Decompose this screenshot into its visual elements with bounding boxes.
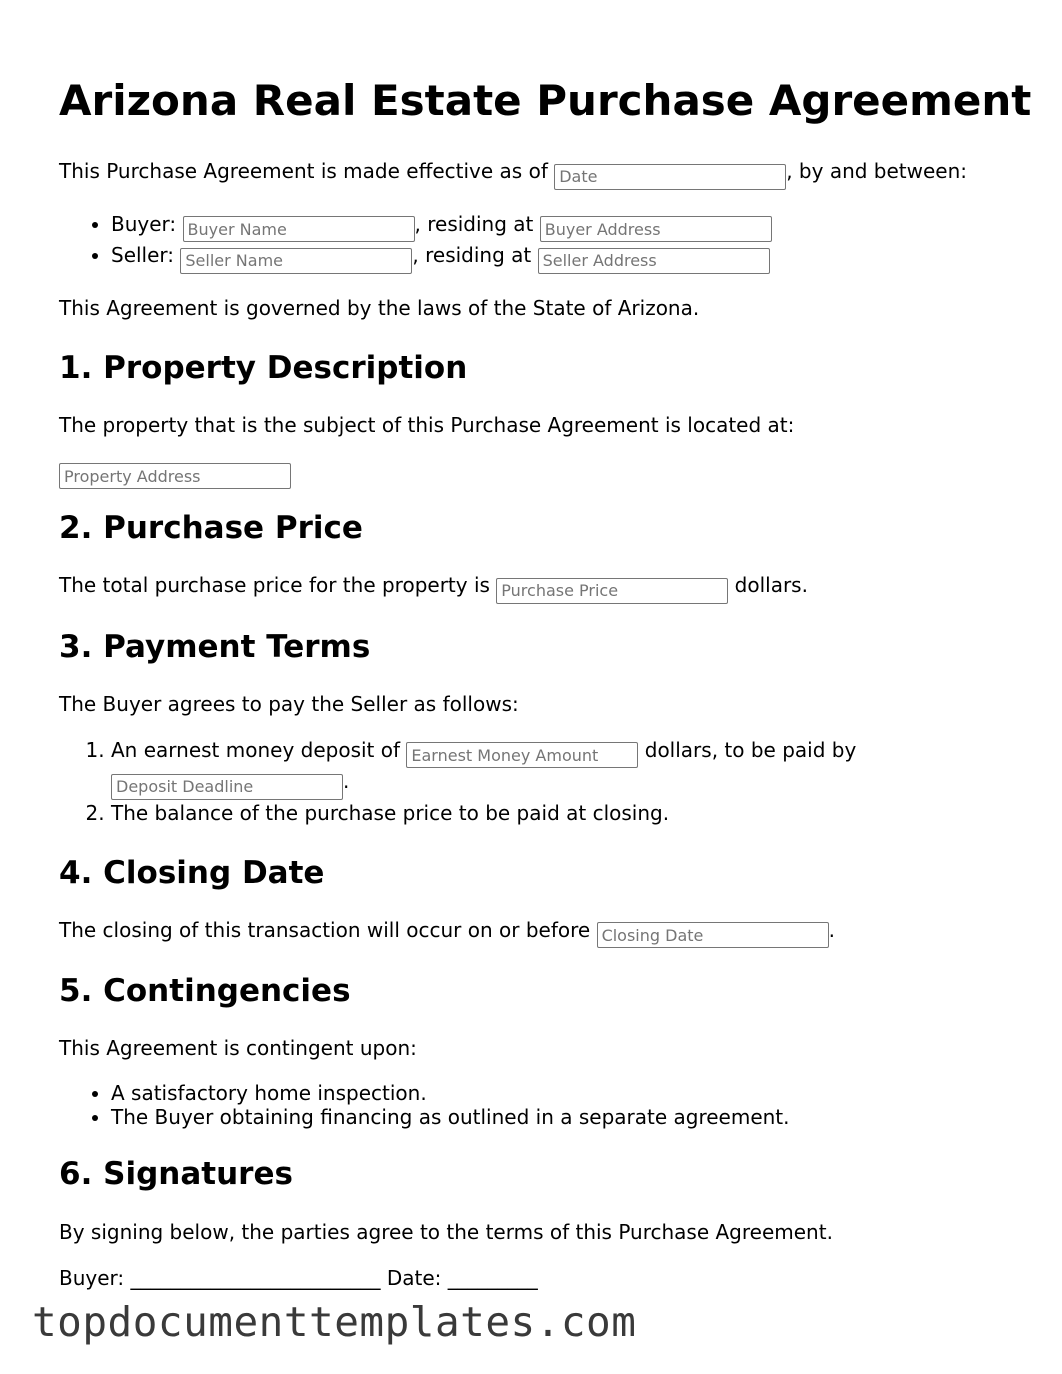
earnest-text-before: An earnest money deposit of [111, 737, 407, 762]
contingency-item: • The Buyer obtaining financing as outlined in a separate agreement. [111, 1105, 1049, 1129]
earnest-money-input[interactable] [406, 742, 638, 768]
closing-text-after: . [828, 917, 835, 942]
deposit-deadline-input[interactable] [111, 774, 343, 800]
section-heading-signatures: 6. Signatures [59, 1156, 293, 1192]
contingencies-text: This Agreement is contingent upon: [59, 1036, 417, 1060]
section-heading-price: 2. Purchase Price [59, 510, 363, 546]
effective-date-input[interactable] [554, 164, 786, 190]
section-heading-property: 1. Property Description [59, 349, 468, 386]
price-paragraph [59, 572, 1049, 604]
buyer-label: Buyer: [111, 211, 183, 236]
section-heading-contingencies: 5. Contingencies [59, 973, 351, 1009]
closing-date-input[interactable] [597, 922, 829, 948]
buyer-residing-text: , residing at [414, 211, 540, 236]
intro-paragraph [59, 158, 1049, 190]
buyer-signature-line: Buyer: _________________________ Date: _________ [59, 1266, 538, 1290]
seller-label: Seller: [111, 243, 181, 267]
payment-item-earnest [111, 737, 1049, 800]
buyer-item [111, 211, 1049, 243]
buyer-address-input[interactable] [540, 216, 772, 242]
purchase-price-input[interactable] [496, 578, 728, 604]
payment-item-balance: 2. The balance of the purchase price to be paid at closing. [111, 800, 1049, 827]
parties-list [59, 211, 1049, 274]
seller-name-input[interactable] [180, 248, 412, 274]
price-text-before: The total purchase price for the property is [59, 573, 497, 597]
price-text-after: dollars. [728, 573, 808, 597]
closing-text-before: The closing of this transaction will occur on or before [59, 917, 597, 942]
closing-paragraph [59, 917, 1049, 949]
payment-text: The Buyer agrees to pay the Seller as follows: [59, 691, 519, 716]
seller-address-input[interactable] [538, 248, 770, 274]
intro-text-after: , by and between: [786, 159, 968, 183]
property-address-input[interactable] [59, 463, 291, 489]
signatures-text: By signing below, the parties agree to the terms of this Purchase Agreement. [59, 1220, 833, 1244]
payment-list [59, 737, 1049, 827]
earnest-text-after: . [343, 769, 350, 793]
seller-item [111, 242, 1049, 274]
buyer-name-input[interactable] [183, 216, 415, 242]
section-heading-payment: 3. Payment Terms [59, 628, 371, 665]
seller-residing-text: , residing at [412, 243, 538, 267]
section-heading-closing: 4. Closing Date [59, 854, 325, 891]
watermark: topdocumenttemplates.com [32, 1298, 637, 1346]
contingencies-list [59, 1081, 1049, 1129]
earnest-text-middle: dollars, to be paid by [638, 737, 857, 762]
property-address-row [59, 458, 1049, 490]
contingency-item: • A satisfactory home inspection. [111, 1081, 1049, 1105]
governing-law-text: This Agreement is governed by the laws of the State of Arizona. [59, 295, 700, 320]
document [59, 0, 1049, 1292]
document-title: Arizona Real Estate Purchase Agreement [59, 76, 1032, 125]
property-text: The property that is the subject of this Purchase Agreement is located at: [59, 412, 795, 437]
intro-text-before: This Purchase Agreement is made effective as of [59, 159, 555, 183]
